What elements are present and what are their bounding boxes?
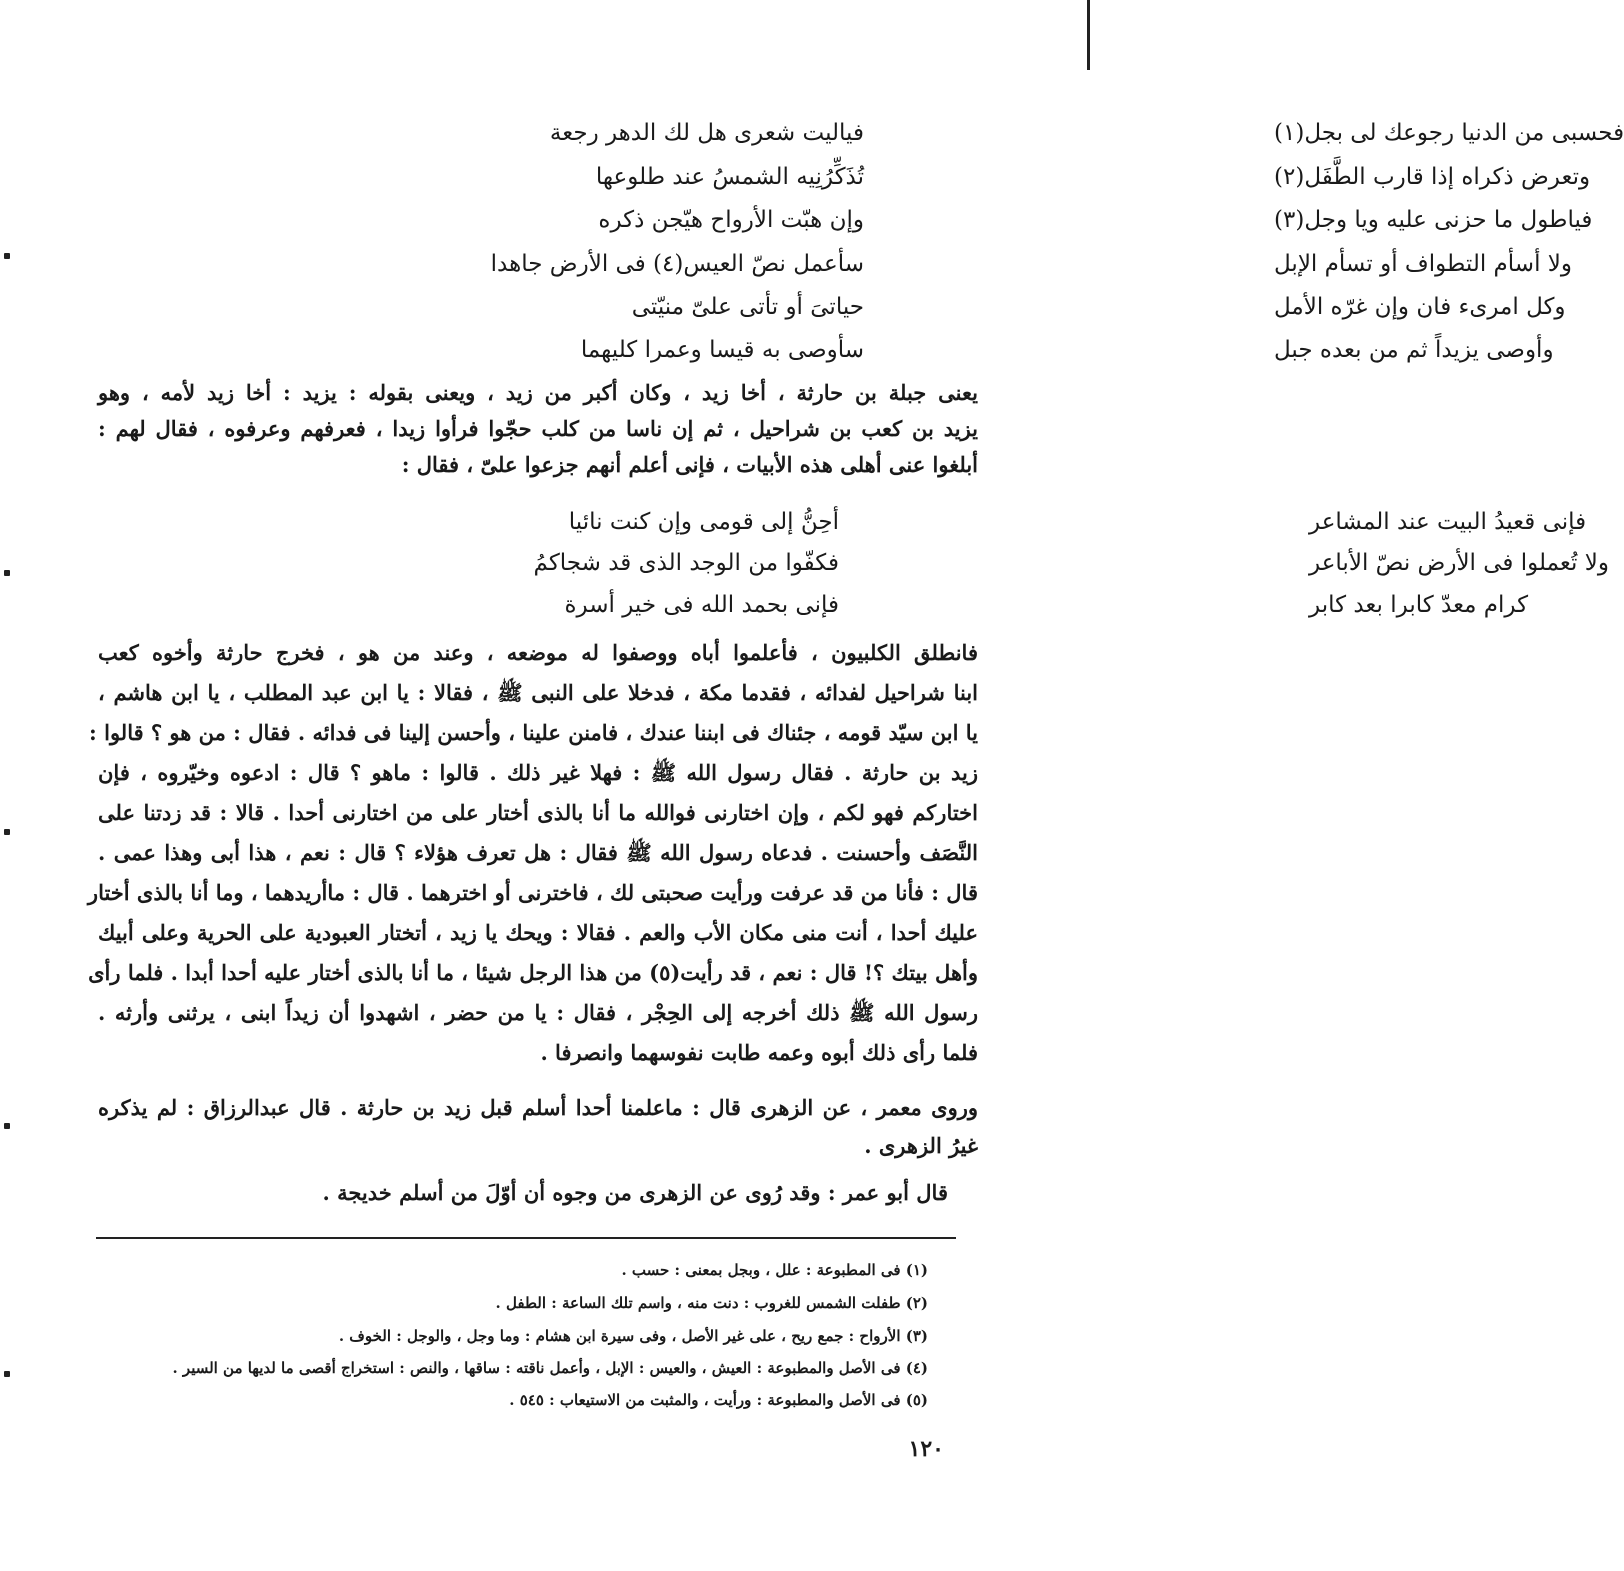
text-line: قال : فأنا من قد عرفت ورأيت صحبتى لك ، فاخترنى أو اخترهما . قال : ماأريدهما ، وما أنا بالذى أختار — [87, 880, 978, 905]
margin-dot — [4, 1371, 10, 1377]
text-line: رسول الله ﷺ ذلك أخرجه إلى الحِجْر ، فقال : يا من حضر ، اشهدوا أن زيداً ابنى ، يرثنى وأرثه . — [98, 1000, 978, 1025]
text-line: غيرُ الزهرى . — [864, 1133, 978, 1158]
verse-hemistich-right: تُذَكِّرُنِيه الشمسُ عند طلوعها — [595, 164, 864, 190]
text-line: ابنا شراحيل لفدائه ، فقدما مكة ، فدخلا على النبى ﷺ ، فقالا : يا ابن عبد المطلب ، يا ابن هاشم ، — [98, 680, 978, 705]
text-line: يزيد بن كعب بن شراحيل ، ثم إن ناسا من كلب حجّوا فرأوا زيدا ، فعرفهم وعرفوه ، فقال لهم : — [98, 416, 978, 441]
verse-hemistich-left: ولا أسأم التطواف أو تسأم الإبل — [1274, 251, 1573, 277]
verse-hemistich-right: وإن هبّت الأرواح هيّجن ذكره — [598, 207, 864, 233]
verse-hemistich-left: كرام معدّ كابرا بعد كابر — [1309, 592, 1529, 618]
verse-hemistich-left: وأوصى يزيداً ثم من بعده جبل — [1274, 337, 1554, 363]
page-edge-line — [1087, 0, 1090, 70]
footnote: (١) فى المطبوعة : علل ، وبجل بمعنى : حسب . — [621, 1261, 928, 1279]
verse-hemistich-left: وتعرض ذكراه إذا قارب الطَّفَل(٢) — [1274, 164, 1591, 190]
footnote-separator — [96, 1237, 956, 1239]
verse-hemistich-right: فكفّوا من الوجد الذى قد شجاكمُ — [533, 550, 839, 576]
verse-hemistich-right: سأوصى به قيسا وعمرا كليهما — [580, 337, 864, 363]
page-number: ١٢٠ — [908, 1436, 944, 1462]
text-line: يا ابن سيّد قومه ، جئناك فى ابننا عندك ، فامنن علينا ، وأحسن إلينا فى فدائه . فقال : من هو ؟ قالوا : — [89, 720, 978, 745]
verse-hemistich-left: فإنى قعيدُ البيت عند المشاعر — [1309, 509, 1587, 535]
verse-hemistich-right: حياتىَ أو تأتى علىّ منيّتى — [631, 294, 864, 320]
footnote: (٣) الأرواح : جمع ريح ، على غير الأصل ، وفى سيرة ابن هشام : وما وجل ، والوجل : الخوف . — [338, 1327, 928, 1345]
text-line: فانطلق الكلبيون ، فأعلموا أباه ووصفوا له موضعه ، وعند من هو ، فخرج حارثة وأخوه كعب — [98, 640, 978, 665]
footnote: (٤) فى الأصل والمطبوعة : العيش ، والعيس : الإبل ، وأعمل ناقته : ساقها ، والنص : استخراج أقصى ما لديها من السير . — [172, 1359, 928, 1377]
text-line: فلما رأى ذلك أبوه وعمه طابت نفوسهما وانصرفا . — [540, 1040, 978, 1065]
footnote: (٥) فى الأصل والمطبوعة : ورأيت ، والمثبت من الاستيعاب : ٥٤٥ . — [509, 1391, 928, 1409]
text-line: وروى معمر ، عن الزهرى قال : ماعلمنا أحدا أسلم قبل زيد بن حارثة . قال عبدالرزاق : لم يذكره — [98, 1095, 978, 1120]
margin-dot — [4, 829, 10, 835]
footnote: (٢) طفلت الشمس للغروب : دنت منه ، واسم تلك الساعة : الطفل . — [495, 1294, 928, 1312]
margin-dot — [4, 1123, 10, 1129]
verse-hemistich-left: فحسبى من الدنيا رجوعك لى بجل(١) — [1274, 120, 1624, 146]
text-line: أبلغوا عنى أهلى هذه الأبيات ، فإنى أعلم أنهم جزعوا علىّ ، فقال : — [401, 452, 978, 477]
verse-hemistich-right: فإنى بحمد الله فى خير أسرة — [564, 592, 839, 618]
verse-hemistich-right: سأعمل نصّ العيس(٤) فى الأرض جاهدا — [490, 251, 864, 277]
text-line: وأهل بيتك ؟! قال : نعم ، قد رأيت(٥) من هذا الرجل شيئا ، ما أنا بالذى أختار عليه أحدا أبدا . فلما رأى — [88, 960, 978, 985]
verse-hemistich-left: ولا تُعملوا فى الأرض نصّ الأباعر — [1309, 550, 1609, 576]
text-line: عليك أحدا ، أنت منى مكان الأب والعم . فقالا : ويحك يا زيد ، أتختار العبودية على الحرية وعلى أبيك — [98, 920, 978, 945]
text-line: زيد بن حارثة . فقال رسول الله ﷺ : فهلا غير ذلك . قالوا : ماهو ؟ قال : ادعوه وخيّروه ، فإن — [98, 760, 978, 785]
verse-hemistich-left: فياطول ما حزنى عليه ويا وجل(٣) — [1274, 207, 1593, 233]
text-line: يعنى جبلة بن حارثة ، أخا زيد ، وكان أكبر من زيد ، ويعنى بقوله : يزيد : أخا زيد لأمه ، وهو — [98, 380, 978, 405]
verse-hemistich-right: أحِنُّ إلى قومى وإن كنت نائيا — [568, 509, 839, 535]
verse-hemistich-left: وكل امرىء فان وإن غرّه الأمل — [1274, 294, 1566, 320]
margin-dot — [4, 570, 10, 576]
verse-hemistich-right: فياليت شعرى هل لك الدهر رجعة — [549, 120, 864, 146]
margin-dot — [4, 253, 10, 259]
text-line: النَّصَف وأحسنت . فدعاه رسول الله ﷺ فقال : هل تعرف هؤلاء ؟ قال : نعم ، هذا أبى وهذا عمى . — [98, 840, 978, 865]
text-line: اختاركم فهو لكم ، وإن اختارنى فوالله ما أنا بالذى أختار على من اختارنى أحدا . قالا : قد زدتنا على — [98, 800, 978, 825]
text-line: قال أبو عمر : وقد رُوى عن الزهرى من وجوه أن أوّلَ من أسلم خديجة . — [322, 1180, 948, 1205]
